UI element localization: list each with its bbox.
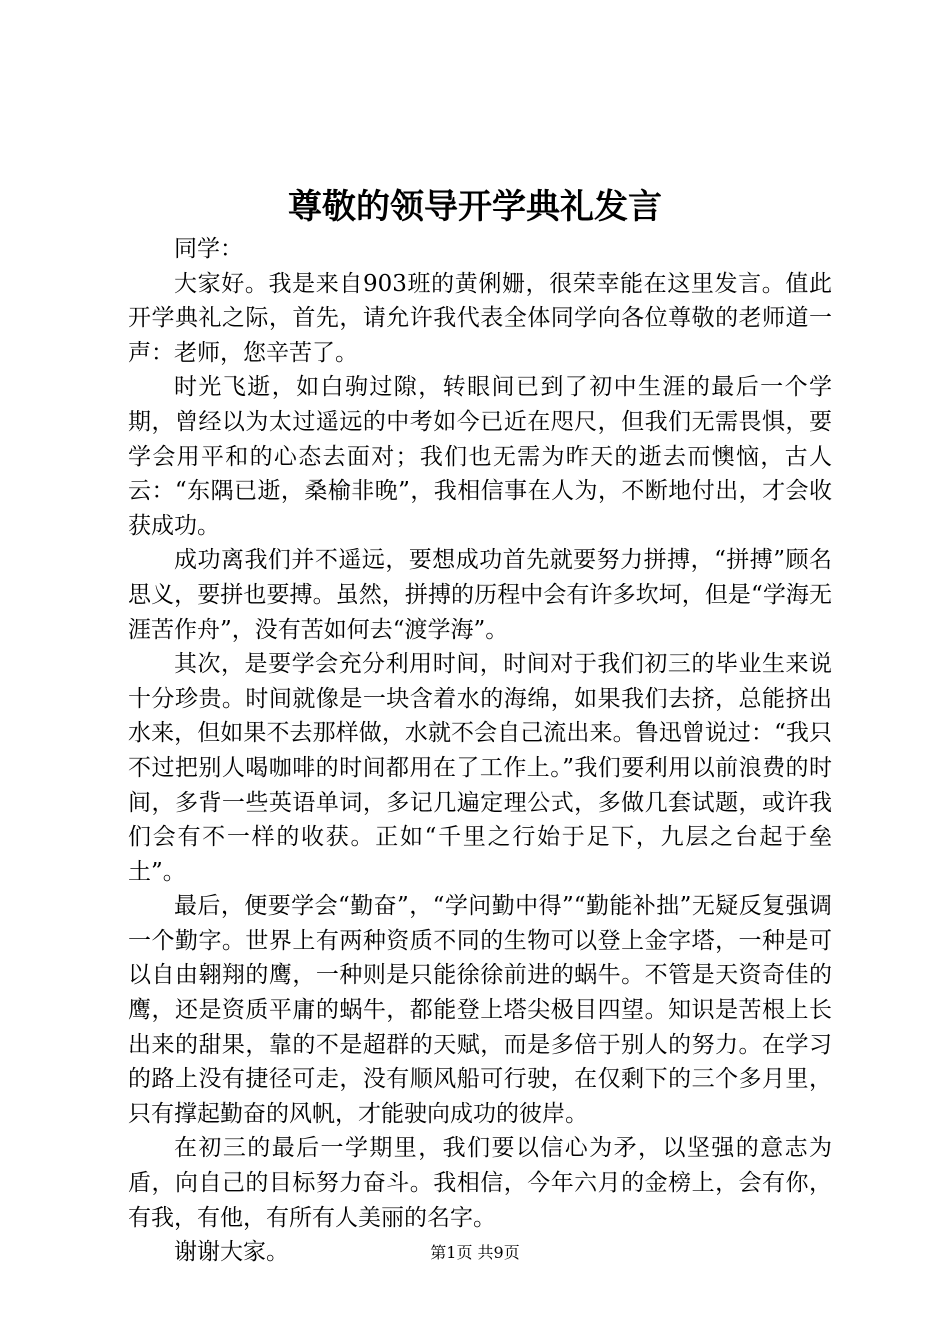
paragraph-greeting: 同学： [174,236,243,262]
paragraph-time-flies: 时光飞逝，如白驹过隙，转眼间已到了初中生涯的最后一个学期，曾经以为太过遥远的中考如今已近在咫尺，但我们无需畏惧，要学会用平和的心态去面对；我们也无需为昨天的逝去而懊恼，古人云：“东隅已逝，桑榆非晚”，我相信事在人为，不断地付出，才会收获成功。 [128,374,832,539]
document-title: 尊敬的领导开学典礼发言 [288,187,662,227]
paragraph-success: 成功离我们并不遥远，要想成功首先就要努力拼搏，“拼搏”顾名思义，要拼也要搏。虽然，拼搏的历程中会有许多坎坷，但是“学海无涯苦作舟”，没有苦如何去“渡学海”。 [128,547,832,643]
paragraph-final-term: 在初三的最后一学期里，我们要以信心为矛，以坚强的意志为盾，向自己的目标努力奋斗。我相信，今年六月的金榜上，会有你，有我，有他，有所有人美丽的名字。 [128,1135,832,1231]
paragraph-thanks: 谢谢大家。 [174,1239,289,1266]
document-body [128,232,832,1270]
paragraph-diligence: 最后，便要学会“勤奋”，“学问勤中得”“勤能补拙”无疑反复强调一个勤字。世界上有两种资质不同的生物可以登上金字塔，一种是可以自由翱翔的鹰，一种则是只能徐徐前进的蜗牛。不管是天资奇佳的鹰，还是资质平庸的蜗牛，都能登上塔尖极目四望。知识是苦根上长出来的甜果，靠的不是超群的天赋，而是多倍于别人的努力。在学习的路上没有捷径可走，没有顺风船可行驶，在仅剩下的三个多月里，只有撑起勤奋的风帆，才能驶向成功的彼岸。 [128,893,832,1127]
page-number: 第1页 共9页 [430,1243,520,1262]
paragraph-intro: 大家好。我是来自903班的黄俐姗，很荣幸能在这里发言。值此开学典礼之际，首先，请允许我代表全体同学向各位尊敬的老师道一声：老师，您辛苦了。 [128,270,832,366]
paragraph-use-time: 其次，是要学会充分利用时间，时间对于我们初三的毕业生来说十分珍贵。时间就像是一块含着水的海绵，如果我们去挤，总能挤出水来，但如果不去那样做，水就不会自己流出来。鲁迅曾说过：“我只不过把别人喝咖啡的时间都用在了工作上。”我们要利用以前浪费的时间，多背一些英语单词，多记几遍定理公式，多做几套试题，或许我们会有不一样的收获。正如“千里之行始于足下，九层之台起于垒土”。 [128,651,832,885]
